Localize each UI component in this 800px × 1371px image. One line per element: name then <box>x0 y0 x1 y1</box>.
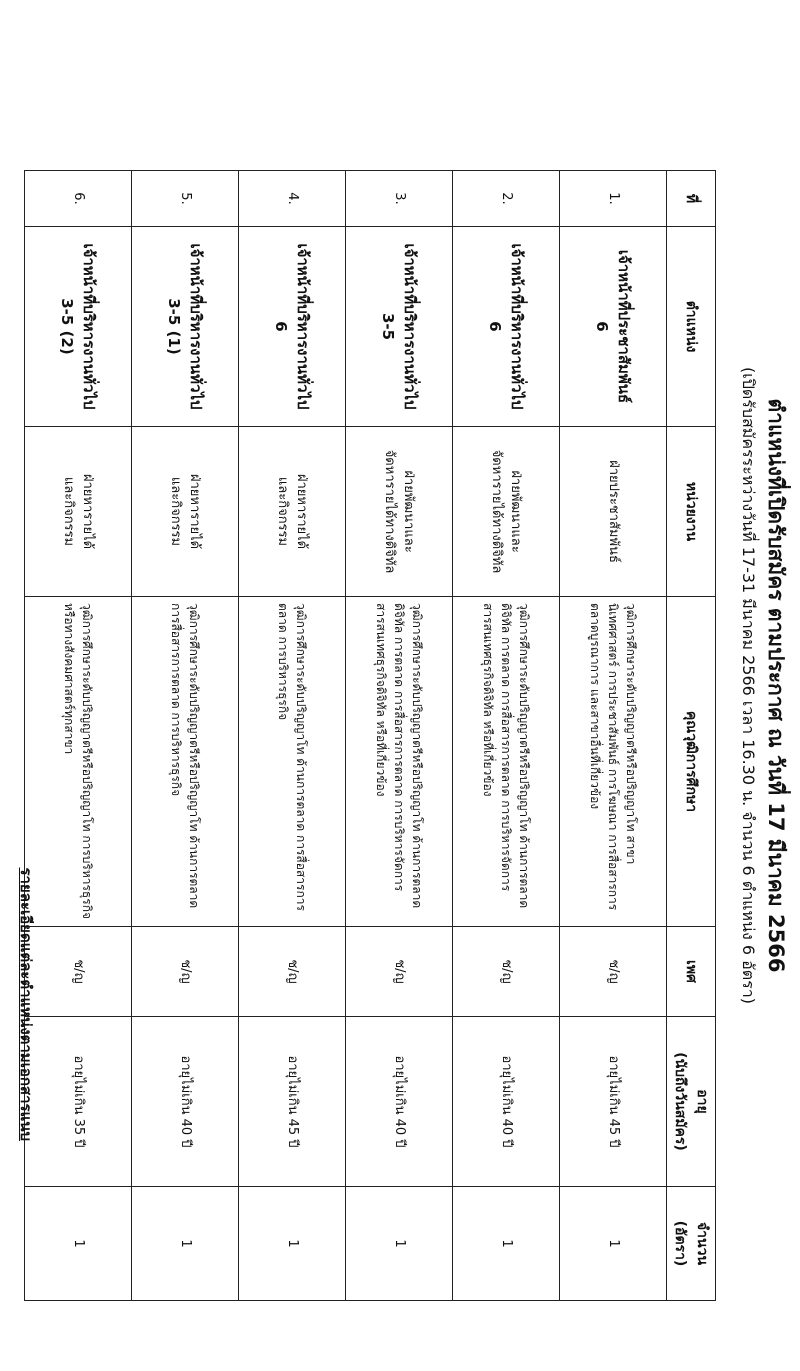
cell-unit <box>132 427 239 597</box>
position-title: เจ้าหน้าที่บริหารงานทั่วไป <box>294 243 313 410</box>
cell-unit <box>346 427 453 597</box>
cell-qualification: วุฒิการศึกษาระดับปริญญาตรีหรือปริญญาโท สาขานิเทศศาสตร์ การประชาสัมพันธ์ การโฆษณา การสื่อสารการตลาดบูรณาการ และสาขาอื่นที่เกี่ยวข้อง <box>560 597 667 927</box>
unit-line1: ฝ่ายพัฒนาและ <box>508 470 524 553</box>
header-count <box>667 1187 716 1301</box>
cell-count: 1 <box>239 1187 346 1301</box>
header-gender: เพศ <box>667 927 716 1017</box>
position-title: เจ้าหน้าที่บริหารงานทั่วไป <box>508 243 527 410</box>
cell-no: 5. <box>132 171 239 227</box>
cell-age: อายุไม่เกิน 40 ปี <box>453 1017 560 1187</box>
cell-age: อายุไม่เกิน 40 ปี <box>132 1017 239 1187</box>
cell-position <box>346 227 453 427</box>
cell-age: อายุไม่เกิน 45 ปี <box>560 1017 667 1187</box>
cell-count: 1 <box>346 1187 453 1301</box>
position-level: 6 <box>593 321 611 332</box>
position-title: เจ้าหน้าที่บริหารงานทั่วไป <box>401 243 420 410</box>
cell-qualification: วุฒิการศึกษาระดับปริญญาตรีหรือปริญญาโท ด้านการตลาด การสื่อสารการตลาด การบริหารธุรกิจ <box>132 597 239 927</box>
cell-gender: ช/ญ <box>239 927 346 1017</box>
cell-count: 1 <box>132 1187 239 1301</box>
cell-count: 1 <box>560 1187 667 1301</box>
document-subtitle: (เปิดรับสมัครระหว่างวันที่ 17-31 มีนาคม 2566 เวลา 16.30 น. จำนวน 6 ตำแหน่ง 6 อัตรา) <box>739 367 758 1004</box>
cell-qualification: วุฒิการศึกษาระดับปริญญาตรีหรือปริญญาโท ด้านการตลาดดิจิทัล การตลาด การสื่อสารการตลาด การบริหารจัดการสารสนเทศธุรกิจดิจิทัล หรือที่เกี่ยวข้อง <box>346 597 453 927</box>
cell-position <box>560 227 667 427</box>
unit-line1: ฝ่ายหารายได้ <box>80 473 96 550</box>
positions-table <box>24 170 716 1301</box>
unit-line2: จัดหารายได้ทางดิจิทัล <box>489 449 504 574</box>
cell-count: 1 <box>453 1187 560 1301</box>
header-age-line2: (นับถึงวันสมัคร) <box>672 1052 688 1151</box>
cell-gender: ช/ญ <box>453 927 560 1017</box>
cell-qualification: วุฒิการศึกษาระดับปริญญาตรีหรือปริญญาโท การบริหารธุรกิจ หรือทางสังคมศาสตร์ทุกสาขา <box>25 597 132 927</box>
cell-unit <box>453 427 560 597</box>
header-count-line2: (อัตรา) <box>672 1220 688 1267</box>
cell-no: 4. <box>239 171 346 227</box>
cell-unit <box>239 427 346 597</box>
cell-age: อายุไม่เกิน 45 ปี <box>239 1017 346 1187</box>
cell-no: 2. <box>453 171 560 227</box>
cell-gender: ช/ญ <box>346 927 453 1017</box>
header-no: ที่ <box>667 171 716 227</box>
unit-line1: ฝ่ายพัฒนาและ <box>401 470 417 553</box>
table-row <box>239 171 346 1301</box>
position-level: 3-5 (2) <box>58 298 76 355</box>
cell-position <box>453 227 560 427</box>
unit-line2: และกิจกรรม <box>168 476 183 547</box>
header-qualification: คุณวุฒิการศึกษา <box>667 597 716 927</box>
unit-line2: และกิจกรรม <box>61 476 76 547</box>
position-title: เจ้าหน้าที่บริหารงานทั่วไป <box>80 243 99 410</box>
table-row <box>25 171 132 1301</box>
table-row <box>453 171 560 1301</box>
cell-qualification: วุฒิการศึกษาระดับปริญญาตรีหรือปริญญาโท ด้านการตลาดดิจิทัล การตลาด การสื่อสารการตลาด การบริหารจัดการสารสนเทศธุรกิจดิจิทัล หรือที่เกี่ยวข้อง <box>453 597 560 927</box>
table-header-row <box>667 171 716 1301</box>
document-title: ตำแหน่งที่เปิดรับสมัคร ตามประกาศ ณ วันที่ 17 มีนาคม 2566 <box>764 398 788 973</box>
table-row <box>560 171 667 1301</box>
cell-gender: ช/ญ <box>132 927 239 1017</box>
cell-age: อายุไม่เกิน 35 ปี <box>25 1017 132 1187</box>
cell-no: 6. <box>25 171 132 227</box>
cell-unit <box>560 427 667 597</box>
cell-age: อายุไม่เกิน 40 ปี <box>346 1017 453 1187</box>
unit-line1: ฝ่ายหารายได้ <box>294 473 310 550</box>
cell-qualification: วุฒิการศึกษาระดับปริญญาโท ด้านการตลาด การสื่อสารการตลาด การบริหารธุรกิจ <box>239 597 346 927</box>
unit-line2: และกิจกรรม <box>275 476 290 547</box>
cell-gender: ช/ญ <box>560 927 667 1017</box>
table-row <box>346 171 453 1301</box>
cell-no: 1. <box>560 171 667 227</box>
cell-position <box>132 227 239 427</box>
cell-count: 1 <box>25 1187 132 1301</box>
header-age <box>667 1017 716 1187</box>
unit-line1: ฝ่ายประชาสัมพันธ์ <box>605 460 621 563</box>
cell-gender: ช/ญ <box>25 927 132 1017</box>
attachment-note: รายละเอียดแต่ละตำแหน่งตามเอกสารแนบ <box>17 867 35 1141</box>
position-level: 6 <box>486 321 504 332</box>
position-level: 6 <box>272 321 290 332</box>
header-position: ตำแหน่ง <box>667 227 716 427</box>
position-level: 3-5 (1) <box>165 298 183 355</box>
cell-position <box>239 227 346 427</box>
cell-unit <box>25 427 132 597</box>
position-title: เจ้าหน้าที่ประชาสัมพันธ์ <box>615 249 634 404</box>
position-title: เจ้าหน้าที่บริหารงานทั่วไป <box>187 243 206 410</box>
header-count-line1: จำนวน <box>694 1221 710 1266</box>
unit-line1: ฝ่ายหารายได้ <box>187 473 203 550</box>
cell-no: 3. <box>346 171 453 227</box>
table-row <box>132 171 239 1301</box>
position-level: 3-5 <box>379 312 397 341</box>
unit-line2: จัดหารายได้ทางดิจิทัล <box>382 449 397 574</box>
header-unit: หน่วยงาน <box>667 427 716 597</box>
cell-position <box>25 227 132 427</box>
header-age-line1: อายุ <box>694 1089 710 1114</box>
